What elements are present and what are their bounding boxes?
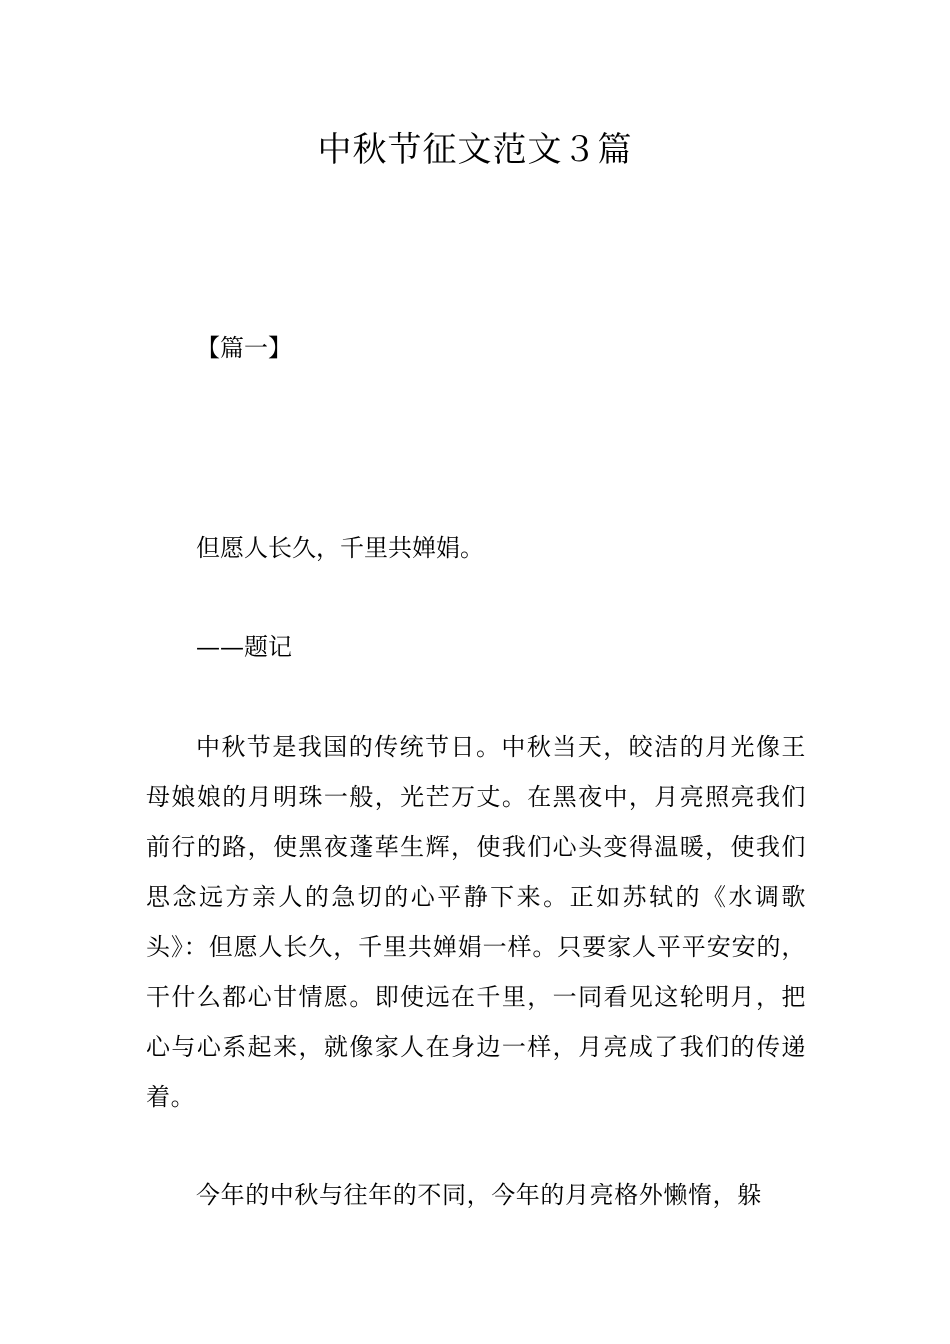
epigraph-attribution: ——题记	[196, 633, 292, 661]
section-marker: 【篇一】	[196, 334, 292, 362]
epigraph-quote: 但愿人长久，千里共婵娟。	[196, 534, 484, 562]
body-paragraph-1: 中秋节是我国的传统节日。中秋当天，皎洁的月光像王母娘娘的月明珠一般，光芒万丈。在黑夜中，月亮照亮我们前行的路，使黑夜蓬荜生辉，使我们心头变得温暖，使我们思念远方亲人的急切的心平静下来。正如苏轼的《水调歌头》：但愿人长久，千里共婵娟一样。只要家人平平安安的，干什么都心甘情愿。即使远在千里，一同看见这轮明月，把心与心系起来，就像家人在身边一样，月亮成了我们的传递着。	[146, 733, 806, 1111]
body-paragraph-2: 今年的中秋与往年的不同，今年的月亮格外懒惰，躲	[196, 1181, 762, 1209]
page-title: 中秋节征文范文３篇	[317, 130, 633, 170]
